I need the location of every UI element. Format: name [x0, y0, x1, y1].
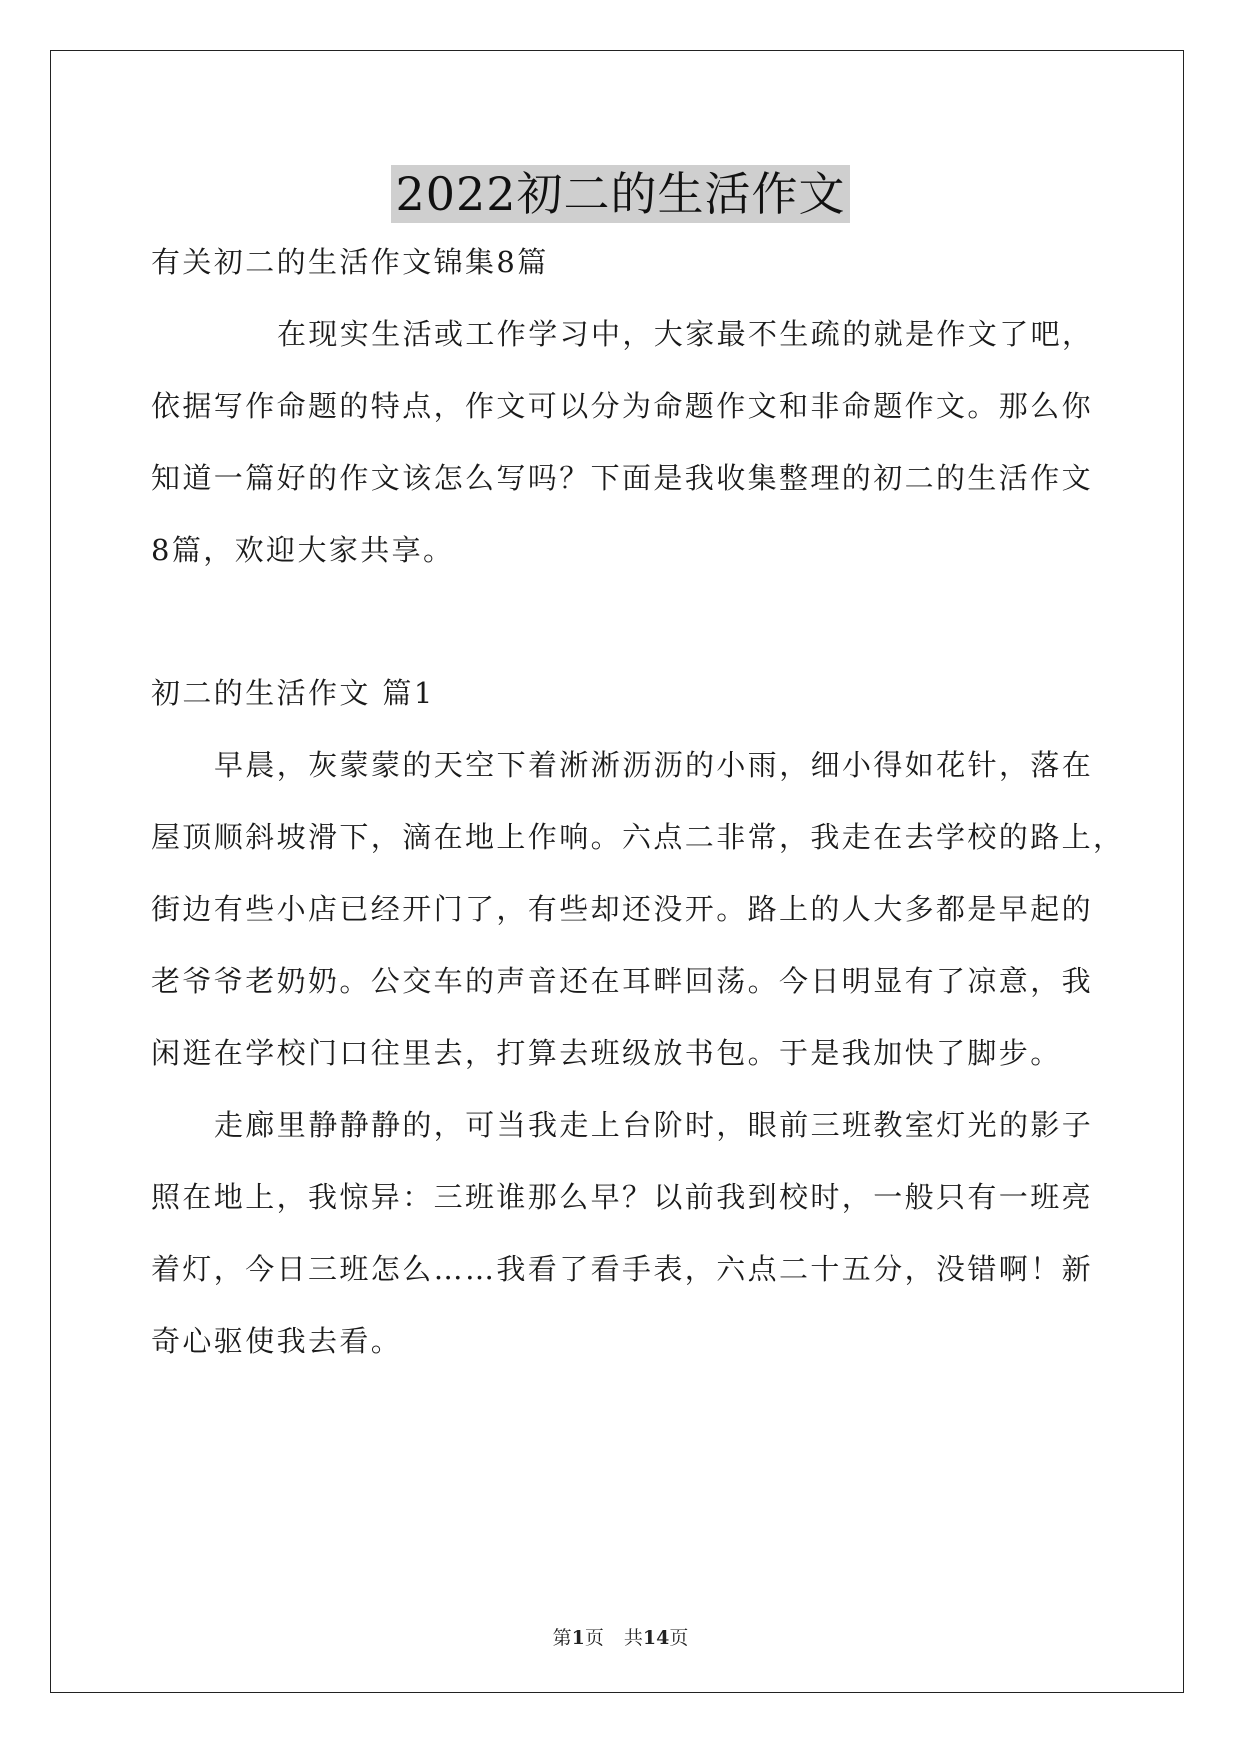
paragraph1-line-1: 早晨，灰蒙蒙的天空下着淅淅沥沥的小雨，细小得如花针，落在	[214, 748, 1094, 782]
document-title: 2022初二的生活作文	[391, 165, 849, 223]
page-border	[50, 50, 1184, 1693]
section-heading: 初二的生活作文 篇1	[151, 676, 435, 710]
intro-line-4: 8篇，欢迎大家共享。	[151, 533, 455, 567]
footer-total-suffix: 页	[669, 1627, 689, 1649]
footer-total-pages: 14	[642, 1627, 670, 1649]
paragraph2-line-2: 照在地上，我惊异：三班谁那么早？以前我到校时，一般只有一班亮	[151, 1180, 1094, 1214]
intro-line-2: 依据写作命题的特点，作文可以分为命题作文和非命题作文。那么你	[151, 389, 1094, 423]
page-footer	[0, 1623, 1241, 1650]
paragraph1-line-5: 闲逛在学校门口往里去，打算去班级放书包。于是我加快了脚步。	[151, 1036, 1062, 1070]
paragraph2-line-1: 走廊里静静静的，可当我走上台阶时，眼前三班教室灯光的影子	[214, 1108, 1094, 1142]
paragraph1-line-4: 老爷爷老奶奶。公交车的声音还在耳畔回荡。今日明显有了凉意，我	[151, 964, 1094, 998]
paragraph1-line-2: 屋顶顺斜坡滑下，滴在地上作响。六点二非常，我走在去学校的路上，	[151, 820, 1125, 854]
paragraph2-line-3: 着灯，今日三班怎么……我看了看手表，六点二十五分，没错啊！新	[151, 1252, 1094, 1286]
footer-page-prefix: 第	[552, 1627, 572, 1649]
intro-line-3: 知道一篇好的作文该怎么写吗？下面是我收集整理的初二的生活作文	[151, 461, 1094, 495]
document-subtitle: 有关初二的生活作文锦集8篇	[151, 245, 549, 279]
footer-page-suffix: 页	[584, 1627, 604, 1649]
paragraph2-line-4: 奇心驱使我去看。	[151, 1324, 403, 1358]
footer-total-prefix: 共	[623, 1627, 643, 1649]
document-title-block	[0, 158, 1241, 224]
footer-page-number: 1	[571, 1627, 585, 1649]
intro-line-1: 在现实生活或工作学习中，大家最不生疏的就是作文了吧，	[277, 317, 1094, 351]
paragraph1-line-3: 街边有些小店已经开门了，有些却还没开。路上的人大多都是早起的	[151, 892, 1094, 926]
